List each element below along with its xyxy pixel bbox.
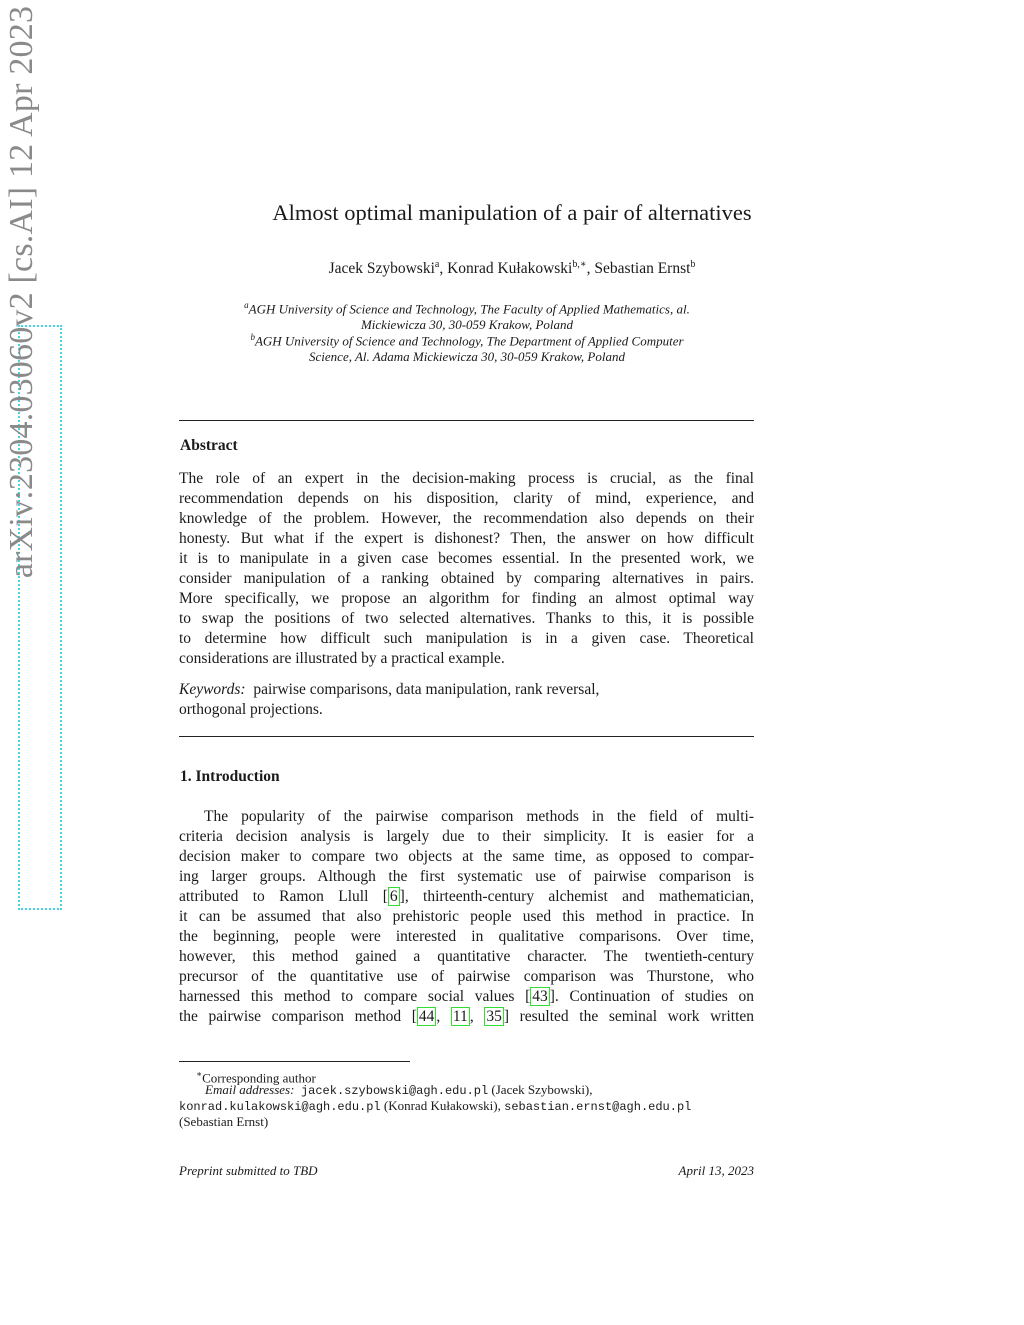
paper-title: Almost optimal manipulation of a pair of alternatives — [272, 200, 752, 225]
arxiv-identifier[interactable]: arXiv:2304.03060v2 [cs.AI] 12 Apr 2023 — [3, 5, 40, 579]
footnote-text: (Jacek Szybowski), — [488, 1082, 593, 1097]
citation-link[interactable]: 11 — [452, 1008, 468, 1025]
affiliation-line: Science, Al. Adama Mickiewicza 30, 30-059 Krakow, Poland — [309, 349, 625, 365]
keywords-text: pairwise comparisons, data manipulation, rank reversal, — [253, 681, 600, 698]
footnote-emails — [179, 1098, 754, 1115]
intro-line: decision maker to compare two objects at the same time, as opposed to compar- — [179, 848, 754, 865]
intro-line — [179, 887, 754, 907]
intro-line: The popularity of the pairwise comparison methods in the field of multi- — [204, 808, 754, 825]
keywords-label: Keywords: — [179, 681, 246, 698]
footnote-mark: ∗ — [196, 1069, 203, 1079]
affiliation-mark: a — [244, 300, 249, 310]
keywords-line: orthogonal projections. — [179, 701, 323, 718]
preprint-date: April 13, 2023 — [678, 1163, 754, 1178]
footnote-text: (Konrad Kułakowski), — [380, 1098, 505, 1113]
footnote-rule — [179, 1061, 410, 1062]
abstract-bottom-rule — [179, 736, 754, 737]
author-affiliation-mark: b,∗ — [572, 259, 587, 270]
abstract-line: honesty. But what if the expert is dishonest? Then, the answer on how difficult — [179, 530, 754, 547]
citation-link[interactable]: 35 — [486, 1008, 502, 1025]
abstract-line: it is to manipulate in a given case becomes essential. In the presented work, we — [179, 550, 754, 567]
email-link[interactable]: sebastian.ernst@agh.edu.pl — [504, 1100, 692, 1114]
intro-line: ing larger groups. Although the first systematic use of pairwise comparison is — [179, 868, 754, 885]
intro-line: precursor of the quantitative use of pairwise comparison was Thurstone, who — [179, 968, 754, 985]
intro-text: , — [436, 1008, 451, 1025]
abstract-line: knowledge of the problem. However, the recommendation also depends on their — [179, 510, 754, 527]
footnote-text: Corresponding author — [202, 1070, 316, 1086]
intro-line: criteria decision analysis is largely due to their simplicity. It is easier for a — [179, 828, 754, 845]
abstract-line: consider manipulation of a ranking obtained by comparing alternatives in pairs. — [179, 570, 754, 587]
keywords-line — [179, 680, 754, 700]
keywords — [179, 680, 754, 720]
citation-link[interactable]: 44 — [418, 1008, 435, 1025]
email-link[interactable]: jacek.szybowski@agh.edu.pl — [300, 1084, 489, 1098]
affiliation-b — [190, 329, 744, 365]
citation-link[interactable]: 6 — [389, 888, 398, 905]
abstract-top-rule — [179, 420, 754, 421]
abstract-heading: Abstract — [180, 437, 238, 454]
abstract-line: considerations are illustrated by a practical example. — [179, 650, 505, 667]
intro-line: it can be assumed that also prehistoric people used this method in practice. In — [179, 908, 754, 925]
abstract-line: to swap the positions of two selected alternatives. Thanks to this, it is possible — [179, 610, 754, 627]
citation-link[interactable]: 43 — [532, 988, 548, 1005]
abstract-body — [179, 469, 754, 669]
footnote-emails — [205, 1082, 780, 1099]
author-name: Jacek Szybowski — [328, 260, 435, 278]
intro-text: ] resulted the seminal work written — [503, 1008, 755, 1025]
affiliation-line: AGH University of Science and Technology, The Department of Applied Computer — [254, 333, 684, 349]
intro-text: ]. Continuation of studies on — [549, 988, 754, 1005]
intro-line: however, this method gained a quantitative character. The twentieth-century — [179, 948, 754, 965]
intro-text: the pairwise comparison method [ — [179, 1008, 417, 1025]
intro-line — [179, 987, 754, 1007]
author-affiliation-mark: a — [434, 259, 440, 270]
intro-line: the beginning, people were interested in qualitative comparisons. Over time, — [179, 928, 754, 945]
email-label: Email addresses: — [205, 1082, 295, 1097]
author-name: , Konrad Kułakowski — [439, 260, 573, 278]
email-link[interactable]: konrad.kulakowski@agh.edu.pl — [179, 1100, 381, 1114]
affiliation-line: Mickiewicza 30, 30-059 Krakow, Poland — [360, 317, 574, 333]
preprint-note: Preprint submitted to TBD — [179, 1163, 318, 1178]
abstract-line: The role of an expert in the decision-making process is crucial, as the final — [179, 470, 754, 487]
section-heading-introduction: 1. Introduction — [180, 768, 280, 785]
affiliation-mark: b — [250, 332, 255, 342]
intro-text: , — [469, 1008, 485, 1025]
abstract-line: recommendation depends on his disposition, clarity of mind, experience, and — [179, 490, 754, 507]
abstract-line: More specifically, we propose an algorithm for finding an almost optimal way — [179, 590, 754, 607]
footnote-emails: (Sebastian Ernst) — [179, 1114, 269, 1129]
intro-text: harnessed this method to compare social values [ — [179, 988, 531, 1005]
abstract-line: to determine how difficult such manipulation is in a given case. Theoretical — [179, 630, 754, 647]
intro-text: attributed to Ramon Llull [ — [179, 888, 388, 905]
introduction-body — [179, 807, 754, 1027]
affiliation-a — [190, 297, 744, 333]
author-name: , Sebastian Ernst — [586, 260, 691, 278]
intro-line — [179, 1007, 754, 1027]
affiliation-line: AGH University of Science and Technology, The Faculty of Applied Mathematics, al. — [248, 301, 690, 317]
author-affiliation-mark: b — [690, 259, 696, 270]
author-list — [0, 259, 1024, 278]
intro-text: ], thirteenth-century alchemist and mathematician, — [399, 888, 754, 905]
